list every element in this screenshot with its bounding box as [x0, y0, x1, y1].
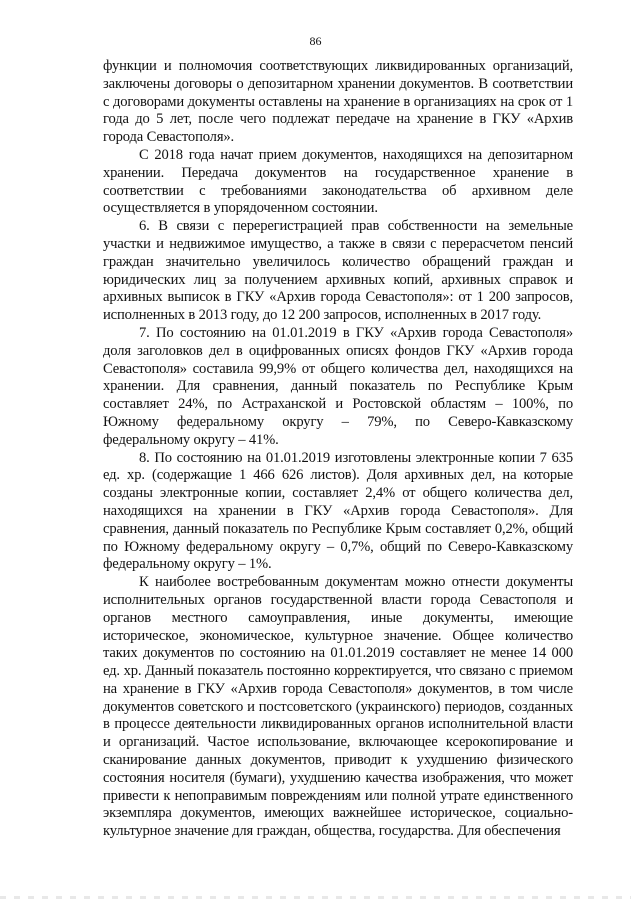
scan-edge-artifact [0, 896, 631, 899]
page-number: 86 [309, 34, 322, 48]
paragraph-6: К наиболее востребованным документам можно отнести документы исполнительных органов государственной власти города Севастополя и органов местного самоуправления, иные документы, имеющие историческое, экономическое, культурное значение. Общее количество таких документов по состоянию на 01.01.2019 составляет не менее 14 000 ед. хр. Данный показатель постоянно корректируется, что связано с приемом на хранение в ГКУ «Архив города Севастополя» документов, в том числе документов советского и постсоветского (украинского) периодов, созданных в процессе деятельности ликвидированных органов исполнительной власти и организаций. Частое использование, включающее ксерокопирование и сканирование данных документов, приводит к ухудшению физического состояния носителя (бумаги), ухудшению качества изображения, что может привести к непоправимым повреждениям или полной утрате единственного экземпляра документов, имеющих важнейшее историческое, социально-культурное значение для граждан, общества, государства. Для обеспечения [103, 574, 573, 840]
paragraph-1: функции и полномочия соответствующих ликвидированных организаций, заключены договоры о депозитарном хранении документов. В соответствии с договорами документы оставлены на хранение в организациях на срок от 1 года до 5 лет, после чего подлежат передаче на хранение в ГКУ «Архив города Севастополя». [103, 58, 573, 146]
document-body [103, 58, 573, 841]
paragraph-3: 6. В связи с перерегистрацией прав собственности на земельные участки и недвижимое имущество, а также в связи с перерасчетом пенсий граждан значительно увеличилось количество обращений граждан и юридических лиц за получением архивных копий, архивных справок и архивных выписок в ГКУ «Архив города Севастополя»: от 1 200 запросов, исполненных в 2013 году, до 12 200 запросов, исполненных в 2017 году. [103, 218, 573, 324]
paragraph-5: 8. По состоянию на 01.01.2019 изготовлены электронные копии 7 635 ед. хр. (содержащие 1 466 626 листов). Доля архивных дел, на которые созданы электронные копии, составляет 2,4% от общего количества дел, находящихся на хранении в ГКУ «Архив города Севастополя». Для сравнения, данный показатель по Республике Крым составляет 0,2%, общий по Южному федеральному округу – 0,7%, общий по Северо-Кавказскому федеральному округу – 1%. [103, 449, 573, 573]
paragraph-2: С 2018 года начат прием документов, находящихся на депозитарном хранении. Передача документов на государственное хранение в соответствии с требованиями законодательства об архивном деле осуществляется в упорядоченном состоянии. [103, 146, 573, 217]
paragraph-4: 7. По состоянию на 01.01.2019 в ГКУ «Архив города Севастополя» доля заголовков дел в оцифрованных описях фондов ГКУ «Архив города Севастополя» составила 99,9% от общего количества дел, находящихся на хранении. Для сравнения, данный показатель по Республике Крым составляет 24%, по Астраханской и Ростовской областям – 100%, по Южному федеральному округу – 79%, по Северо-Кавказскому федеральному округу – 41%. [103, 324, 573, 448]
